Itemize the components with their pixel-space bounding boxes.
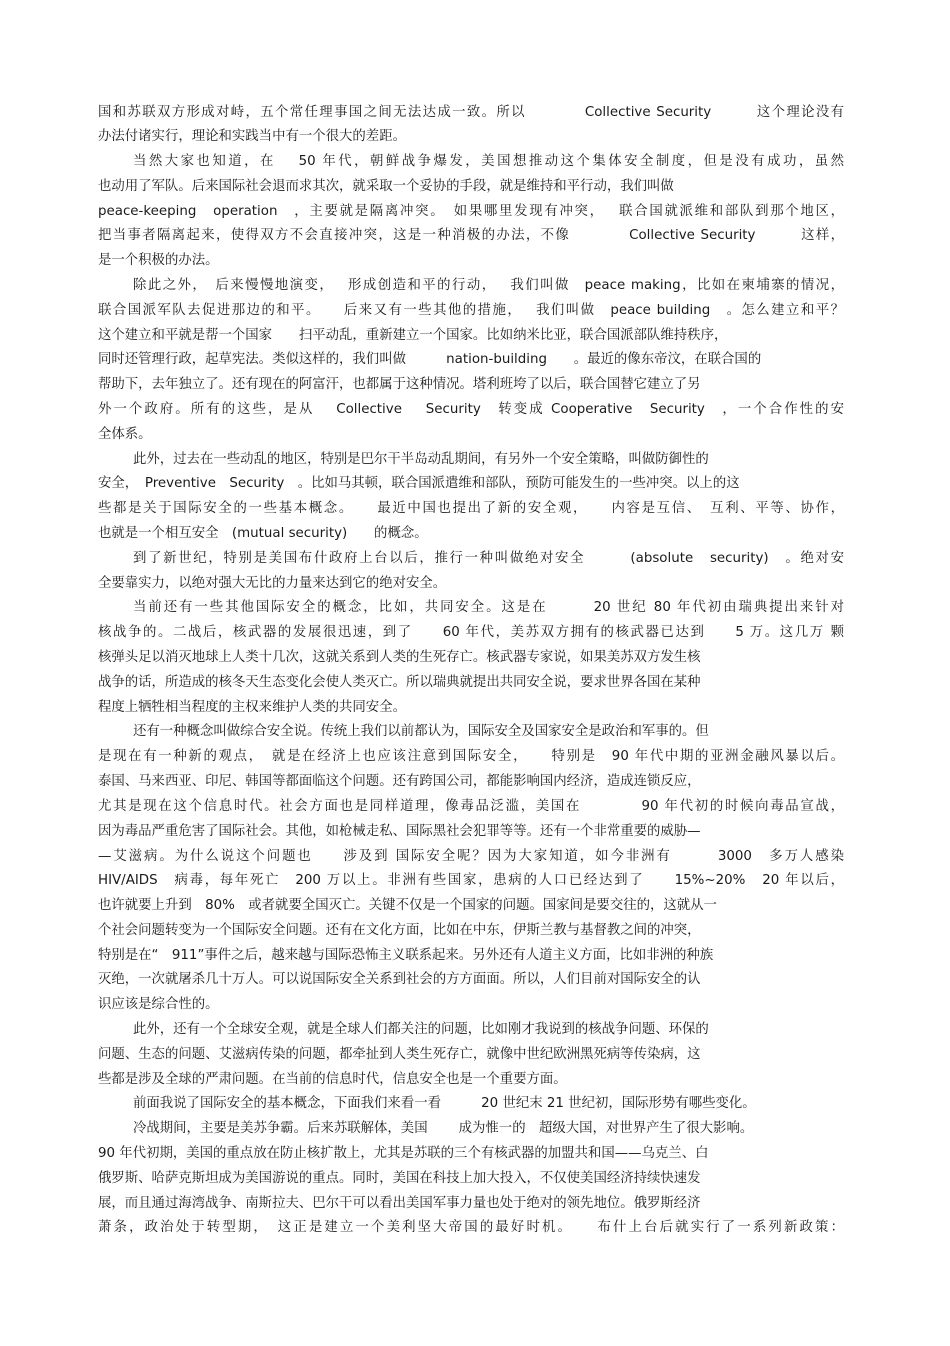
text-line: 俄罗斯、哈萨克斯坦成为美国游说的重点。同时，美国在科技上加大投入，不仅使美国经济持续快速发 (98, 1171, 701, 1186)
text-line: 当然大家也知道，在 50 年代，朝鲜战争爆发，美国想推动这个集体安全制度，但是没有成功，虽然 (133, 154, 844, 169)
text-line: 核弹头足以消灭地球上人类十几次，这就关系到人类的生死存亡。核武器专家说，如果美苏双方发生核 (98, 650, 701, 665)
text-line: 灭绝，一次就屠杀几十万人。可以说国际安全关系到社会的方方面面。所以，人们目前对国际安全的认 (98, 972, 701, 987)
text-line: 程度上牺牲相当程度的主权来维护人类的共同安全。 (98, 700, 406, 715)
text-line: 泰国、马来西亚、印尼、韩国等都面临这个问题。还有跨国公司，都能影响国内经济，造成连锁反应， (98, 774, 701, 789)
text-line: 全要靠实力，以绝对强大无比的力量来达到它的绝对安全。 (98, 576, 447, 591)
text-line: 识应该是综合性的。 (98, 997, 219, 1012)
text-line: 这个建立和平就是帮一个国家 扫平动乱，重新建立一个国家。比如纳米比亚，联合国派部队维持秩序， (98, 328, 728, 343)
text-line: —艾滋病。为什么说这个问题也 涉及到 国际安全呢？因为大家知道，如今非洲有 3000 多万人感染 (98, 849, 844, 864)
text-line: 问题、生态的问题、艾滋病传染的问题，都牵扯到人类生死存亡，就像中世纪欧洲黑死病等传染病，这 (98, 1047, 701, 1062)
text-line: 些都是关于国际安全的一些基本概念。 最近中国也提出了新的安全观， 内容是互信、 互利、平等、协作， (98, 501, 844, 516)
text-line: 些都是涉及全球的严肃问题。在当前的信息时代，信息安全也是一个重要方面。 (98, 1072, 567, 1087)
text-line: 安全， Preventive Security 。比如马其顿，联合国派遣维和部队，预防可能发生的一些冲突。以上的这 (98, 476, 740, 491)
text-line: 此外，还有一个全球安全观，就是全球人们都关注的问题，比如刚才我说到的核战争问题、环保的 (133, 1022, 709, 1037)
text-line: 90 年代初期，美国的重点放在防止核扩散上，尤其是苏联的三个有核武器的加盟共和国——乌克兰、白 (98, 1146, 709, 1161)
text-line: 特别是在“ 911”事件之后，越来越与国际恐怖主义联系起来。另外还有人道主义方面，比如非洲的种族 (98, 948, 714, 963)
text-line: 除此之外， 后来慢慢地演变， 形成创造和平的行动， 我们叫做 peace making，比如在柬埔寨的情况， (133, 278, 844, 293)
text-line: 外一个政府。所有的这些，是从 Collective Security 转变成 Cooperative Security ，一个合作性的安 (98, 402, 844, 417)
text-line: 核战争的。二战后，核武器的发展很迅速，到了 60 年代，美苏双方拥有的核武器已达到 5 万。这几万 颗 (98, 625, 844, 640)
text-line: 帮助下，去年独立了。还有现在的阿富汗，也都属于这种情况。塔利班垮了以后，联合国替它建立了另 (98, 377, 701, 392)
text-line: 尤其是现在这个信息时代。社会方面也是同样道理，像毒品泛滥，美国在 90 年代初的时候向毒品宣战， (98, 799, 844, 814)
text-line: 当前还有一些其他国际安全的概念，比如，共同安全。这是在 20 世纪 80 年代初由瑞典提出来针对 (133, 600, 844, 615)
text-line: 此外，过去在一些动乱的地区，特别是巴尔干半岛动乱期间，有另外一个安全策略，叫做防御性的 (133, 452, 709, 467)
text-line: 个社会问题转变为一个国际安全问题。还有在文化方面，比如在中东，伊斯兰教与基督教之间的冲突， (98, 923, 701, 938)
text-line: 前面我说了国际安全的基本概念，下面我们来看一看 20 世纪末 21 世纪初，国际形势有哪些变化。 (133, 1096, 756, 1111)
text-line: 冷战期间，主要是美苏争霸。后来苏联解体，美国 成为惟一的 超级大国，对世界产生了很大影响。 (133, 1121, 754, 1136)
text-line: 因为毒品严重危害了国际社会。其他，如枪械走私、国际黑社会犯罪等等。还有一个非常重要的威胁— (98, 824, 701, 839)
text-line: 联合国派军队去促进那边的和平。 后来又有一些其他的措施， 我们叫做 peace building 。怎么建立和平？ (98, 303, 844, 318)
text-line: 还有一种概念叫做综合安全说。传统上我们以前都认为，国际安全及国家安全是政治和军事的。但 (133, 724, 709, 739)
text-line: 办法付诸实行，理论和实践当中有一个很大的差距。 (98, 129, 406, 144)
text-line: 到了新世纪，特别是美国布什政府上台以后，推行一种叫做绝对安全 (absolute security) 。绝对安 (133, 551, 844, 566)
text-line: 也许就要上升到 80% 或者就要全国灭亡。关键不仅是一个国家的问题。国家间是要交往的，这就从一 (98, 898, 717, 913)
text-line: 国和苏联双方形成对峙，五个常任理事国之间无法达成一致。所以 Collective Security 这个理论没有 (98, 105, 844, 120)
text-line: 同时还管理行政，起草宪法。类似这样的，我们叫做 nation-building 。最近的像东帝汶，在联合国的 (98, 352, 762, 367)
text-line: 展，而且通过海湾战争、南斯拉夫、巴尔干可以看出美国军事力量也处于绝对的领先地位。俄罗斯经济 (98, 1196, 701, 1211)
text-line: peace-keeping operation ，主要就是隔离冲突。 如果哪里发现有冲突， 联合国就派维和部队到那个地区， (98, 204, 844, 219)
text-line: 把当事者隔离起来，使得双方不会直接冲突，这是一种消极的办法，不像 Collective Security 这样， (98, 228, 844, 243)
text-line: 全体系。 (98, 427, 152, 442)
text-line: 战争的话，所造成的核冬天生态变化会使人类灭亡。所以瑞典就提出共同安全说，要求世界各国在某种 (98, 675, 701, 690)
text-line: 萧条，政治处于转型期， 这正是建立一个美利坚大帝国的最好时机。 布什上台后就实行了一系列新政策： (98, 1220, 844, 1235)
text-line: 是一个积极的办法。 (98, 253, 219, 268)
text-line: HIV/AIDS 病毒，每年死亡 200 万以上。非洲有些国家，患病的人口已经达到了 15%~20% 20 年以后， (98, 873, 844, 888)
text-line: 也动用了军队。后来国际社会退而求其次，就采取一个妥协的手段，就是维持和平行动，我们叫做 (98, 179, 674, 194)
text-line: 是现在有一种新的观点， 就是在经济上也应该注意到国际安全， 特别是 90 年代中期的亚洲金融风暴以后。 (98, 749, 844, 764)
text-line: 也就是一个相互安全 (mutual security) 的概念。 (98, 526, 428, 541)
